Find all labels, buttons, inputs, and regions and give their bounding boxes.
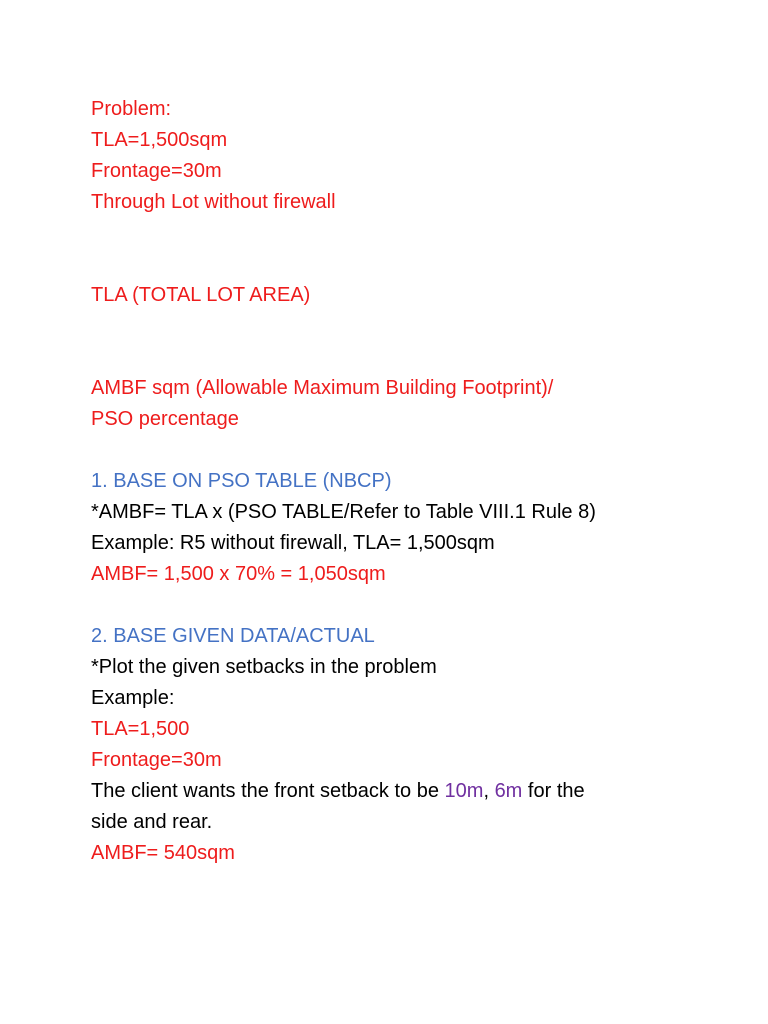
- ambf-definition-line1: AMBF sqm (Allowable Maximum Building Footprint)/: [91, 377, 554, 399]
- problem-frontage: Frontage=30m: [91, 160, 222, 182]
- section1-title: BASE ON PSO TABLE (NBCP): [113, 470, 392, 492]
- section2-frontage: Frontage=30m: [91, 749, 222, 771]
- tla-definition: TLA (TOTAL LOT AREA): [91, 284, 311, 306]
- spacer: [91, 435, 731, 466]
- section2-title: BASE GIVEN DATA/ACTUAL: [113, 625, 375, 647]
- section2-number: 2.: [91, 625, 108, 647]
- spacer: [91, 590, 731, 621]
- problem-lot-type: Through Lot without firewall: [91, 191, 336, 213]
- section1-number: 1.: [91, 470, 108, 492]
- section2-example-label: Example:: [91, 687, 175, 709]
- section1-example: Example: R5 without firewall, TLA= 1,500sqm: [91, 532, 495, 554]
- front-setback-value: 10m: [444, 780, 484, 802]
- section1-formula: *AMBF= TLA x (PSO TABLE/Refer to Table VIII.1 Rule 8): [91, 501, 596, 523]
- section1-result: AMBF= 1,500 x 70% = 1,050sqm: [91, 563, 386, 585]
- section1-heading: [91, 466, 731, 497]
- problem-tla: TLA=1,500sqm: [91, 129, 228, 151]
- section2-tla: TLA=1,500: [91, 718, 190, 740]
- section2-client-line1: [91, 776, 731, 807]
- document-page: [91, 94, 731, 869]
- section2-client-line2: side and rear.: [91, 811, 213, 833]
- client-suffix: for the: [522, 780, 585, 802]
- problem-heading: Problem:: [91, 98, 172, 120]
- section2-instruction: *Plot the given setbacks in the problem: [91, 656, 437, 678]
- spacer: [91, 311, 731, 373]
- section2-heading: [91, 621, 731, 652]
- section2-result: AMBF= 540sqm: [91, 842, 235, 864]
- side-setback-value: 6m: [494, 780, 523, 802]
- spacer: [91, 218, 731, 280]
- client-prefix: The client wants the front setback to be: [91, 780, 445, 802]
- ambf-definition-line2: PSO percentage: [91, 408, 239, 430]
- setback-separator: ,: [483, 780, 495, 802]
